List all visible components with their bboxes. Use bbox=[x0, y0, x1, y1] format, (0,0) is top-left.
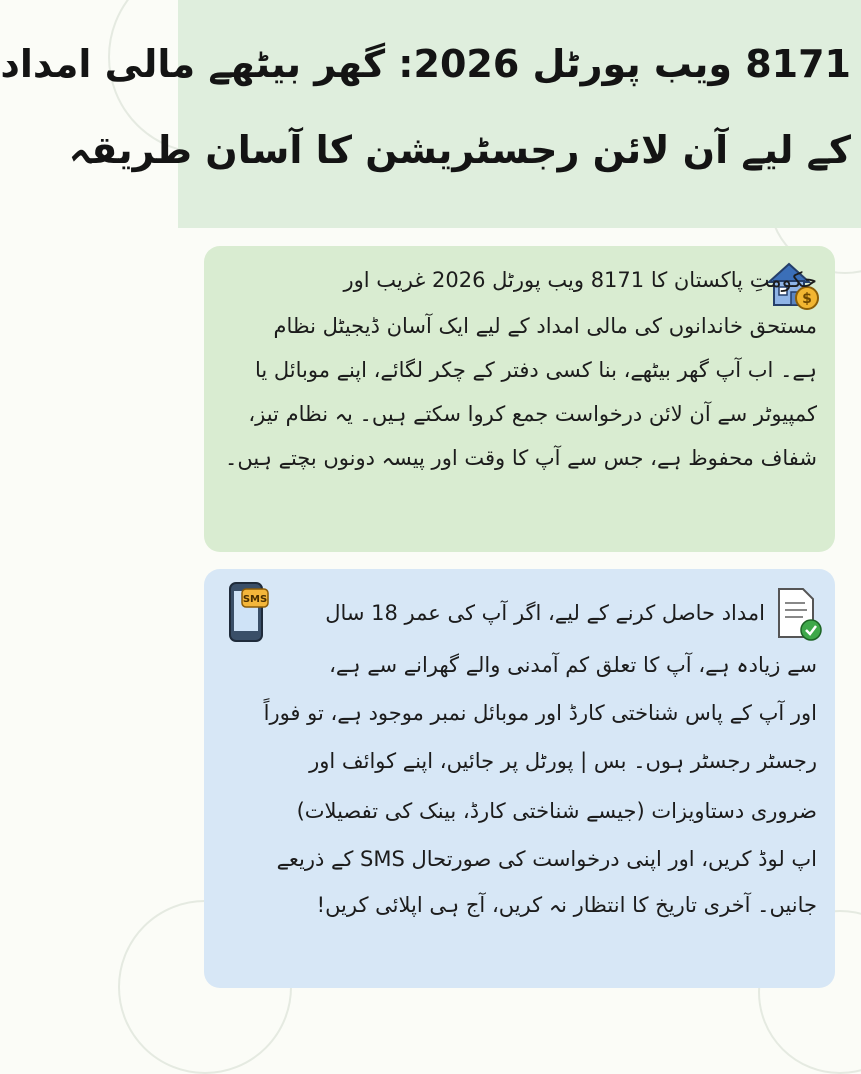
steps-line: رجسٹر رجسٹر ہوں۔ بس | پورٹل پر جائیں، اپنے کوائف اور bbox=[309, 749, 817, 773]
sms-badge-label: SMS bbox=[242, 594, 268, 605]
steps-line: اپ لوڈ کریں، اور اپنی درخواست کی صورتحال SMS کے ذریعے bbox=[276, 847, 817, 871]
steps-card bbox=[204, 569, 835, 988]
page-title-line-2: کے لیے آن لائن رجسٹریشن کا آسان طریقہ bbox=[68, 128, 851, 172]
intro-line: ہے۔ اب آپ گھر بیٹھے، بنا کسی دفتر کے چکر لگائے، اپنے موبائل یا bbox=[254, 358, 817, 382]
intro-line: کمپیوٹر سے آن لائن درخواست جمع کروا سکتے ہیں۔ یہ نظام تیز، bbox=[248, 402, 817, 426]
intro-line: مستحق خاندانوں کی مالی امداد کے لیے ایک آسان ڈیجیٹل نظام bbox=[273, 314, 817, 338]
intro-card bbox=[204, 246, 835, 552]
intro-line: شفاف محفوظ ہے، جس سے آپ کا وقت اور پیسہ دونوں بچتے ہیں۔ bbox=[225, 446, 817, 470]
steps-line: امداد حاصل کرنے کے لیے، اگر آپ کی عمر 18 سال bbox=[325, 601, 765, 625]
steps-line: سے زیادہ ہے، آپ کا تعلق کم آمدنی والے گھرانے سے ہے، bbox=[329, 653, 817, 677]
steps-line: ضروری دستاویزات (جیسے شناختی کارڈ، بینک کی تفصیلات) bbox=[296, 799, 817, 823]
intro-line: حکومتِ پاکستان کا 8171 ویب پورٹل 2026 غریب اور bbox=[343, 268, 817, 292]
document-check-icon bbox=[773, 585, 823, 643]
svg-text:$: $ bbox=[802, 291, 812, 307]
steps-line: جانیں۔ آخری تاریخ کا انتظار نہ کریں، آج ہی اپلائی کریں! bbox=[316, 893, 817, 917]
steps-line: اور آپ کے پاس شناختی کارڈ اور موبائل نمبر موجود ہے، تو فوراً bbox=[263, 701, 817, 725]
phone-sms-icon bbox=[224, 579, 280, 645]
page-title-line-1: 8171 ویب پورٹل 2026: گھر بیٹھے مالی امداد bbox=[0, 42, 851, 86]
page-header bbox=[0, 0, 861, 228]
